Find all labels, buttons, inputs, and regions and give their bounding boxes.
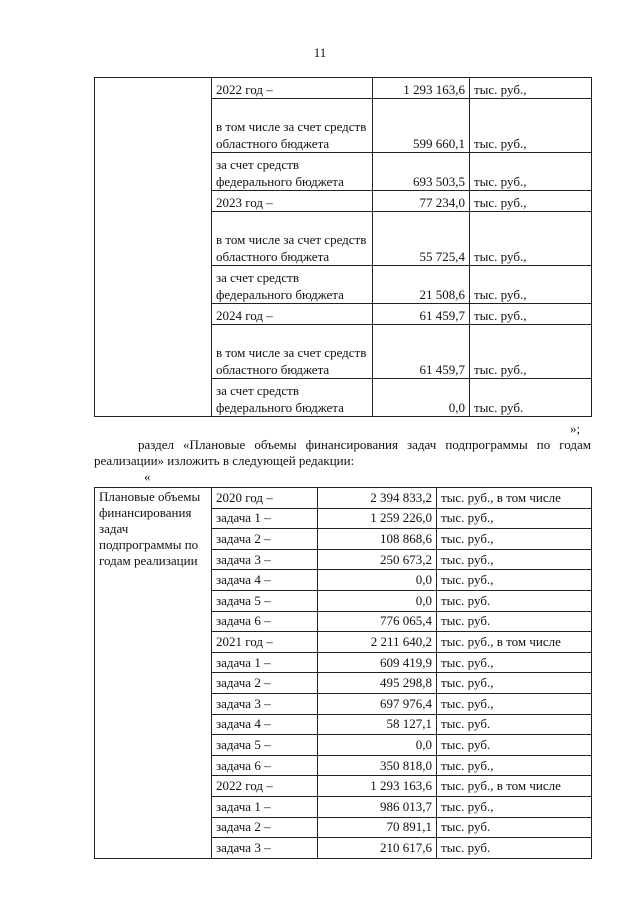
row-unit: тыс. руб. <box>437 838 592 859</box>
table-row <box>95 488 592 509</box>
row-label: задача 1 – <box>212 508 318 529</box>
row-unit: тыс. руб., <box>470 212 592 266</box>
row-unit: тыс. руб., <box>437 570 592 591</box>
row-label: за счет средств федерального бюджета <box>212 153 373 191</box>
row-unit: тыс. руб., в том числе <box>437 632 592 653</box>
row-label: задача 6 – <box>212 611 318 632</box>
row-value: 693 503,5 <box>373 153 470 191</box>
row-unit: тыс. руб., <box>437 796 592 817</box>
row-value: 55 725,4 <box>373 212 470 266</box>
row-value: 108 868,6 <box>318 529 437 550</box>
row-unit: тыс. руб., <box>437 529 592 550</box>
row-unit: тыс. руб. <box>470 379 592 417</box>
row-unit: тыс. руб., <box>470 304 592 325</box>
row-label: задача 4 – <box>212 570 318 591</box>
row-value: 2 211 640,2 <box>318 632 437 653</box>
row-value: 599 660,1 <box>373 99 470 153</box>
row-unit: тыс. руб., <box>437 508 592 529</box>
row-label: задача 1 – <box>212 796 318 817</box>
row-unit: тыс. руб., <box>470 153 592 191</box>
row-value: 0,0 <box>318 735 437 756</box>
row-value: 350 818,0 <box>318 755 437 776</box>
row-value: 1 293 163,6 <box>318 776 437 797</box>
row-label: задача 3 – <box>212 549 318 570</box>
row-label: за счет средств федерального бюджета <box>212 266 373 304</box>
row-label: задача 5 – <box>212 735 318 756</box>
row-label: 2023 год – <box>212 191 373 212</box>
row-label: задача 2 – <box>212 673 318 694</box>
row-unit: тыс. руб., <box>437 693 592 714</box>
row-label: в том числе за счет средств областного бюджета <box>212 99 373 153</box>
row-unit: тыс. руб. <box>437 817 592 838</box>
row-label: за счет средств федерального бюджета <box>212 379 373 417</box>
row-value: 0,0 <box>318 590 437 611</box>
closing-quote: »; <box>570 421 581 436</box>
row-unit: тыс. руб. <box>437 590 592 611</box>
row-label: 2022 год – <box>212 776 318 797</box>
row-label: в том числе за счет средств областного бюджета <box>212 325 373 379</box>
row-value: 0,0 <box>373 379 470 417</box>
row-label: 2021 год – <box>212 632 318 653</box>
row-label: 2024 год – <box>212 304 373 325</box>
top-funding-table <box>94 77 592 417</box>
row-unit: тыс. руб., в том числе <box>437 488 592 509</box>
row-unit: тыс. руб., <box>437 673 592 694</box>
row-value: 1 259 226,0 <box>318 508 437 529</box>
row-unit: тыс. руб. <box>437 714 592 735</box>
row-value: 697 976,4 <box>318 693 437 714</box>
empty-left-cell <box>95 78 212 417</box>
row-label: задача 1 – <box>212 652 318 673</box>
row-unit: тыс. руб., <box>470 99 592 153</box>
row-value: 250 673,2 <box>318 549 437 570</box>
row-label: задача 3 – <box>212 838 318 859</box>
row-value: 2 394 833,2 <box>318 488 437 509</box>
row-unit: тыс. руб. <box>437 611 592 632</box>
row-unit: тыс. руб., <box>437 755 592 776</box>
row-value: 776 065,4 <box>318 611 437 632</box>
row-value: 77 234,0 <box>373 191 470 212</box>
row-label: задача 4 – <box>212 714 318 735</box>
row-unit: тыс. руб., <box>470 325 592 379</box>
row-value: 58 127,1 <box>318 714 437 735</box>
amendment-paragraph: раздел «Плановые объемы финансирования задач подпрограммы по годам реализации» изложить в следующей редакции: <box>94 437 591 468</box>
row-value: 495 298,8 <box>318 673 437 694</box>
row-label: 2020 год – <box>212 488 318 509</box>
row-unit: тыс. руб., <box>470 78 592 99</box>
row-unit: тыс. руб., <box>437 549 592 570</box>
row-value: 986 013,7 <box>318 796 437 817</box>
row-value: 61 459,7 <box>373 304 470 325</box>
row-unit: тыс. руб., <box>470 266 592 304</box>
section-header-cell: Плановые объемы финансирования задач подпрограммы по годам реализации <box>95 488 212 859</box>
row-label: задача 6 – <box>212 755 318 776</box>
row-value: 210 617,6 <box>318 838 437 859</box>
row-label: задача 2 – <box>212 529 318 550</box>
row-value: 1 293 163,6 <box>373 78 470 99</box>
row-label: задача 2 – <box>212 817 318 838</box>
row-label: 2022 год – <box>212 78 373 99</box>
row-unit: тыс. руб., <box>437 652 592 673</box>
row-value: 21 508,6 <box>373 266 470 304</box>
row-unit: тыс. руб., в том числе <box>437 776 592 797</box>
row-label: задача 5 – <box>212 590 318 611</box>
bottom-funding-table <box>94 487 592 859</box>
row-label: задача 3 – <box>212 693 318 714</box>
row-label: в том числе за счет средств областного бюджета <box>212 212 373 266</box>
row-value: 609 419,9 <box>318 652 437 673</box>
row-value: 0,0 <box>318 570 437 591</box>
page-number: 11 <box>313 45 327 60</box>
row-unit: тыс. руб., <box>470 191 592 212</box>
row-value: 70 891,1 <box>318 817 437 838</box>
row-unit: тыс. руб. <box>437 735 592 756</box>
row-value: 61 459,7 <box>373 325 470 379</box>
opening-quote: « <box>144 469 151 484</box>
